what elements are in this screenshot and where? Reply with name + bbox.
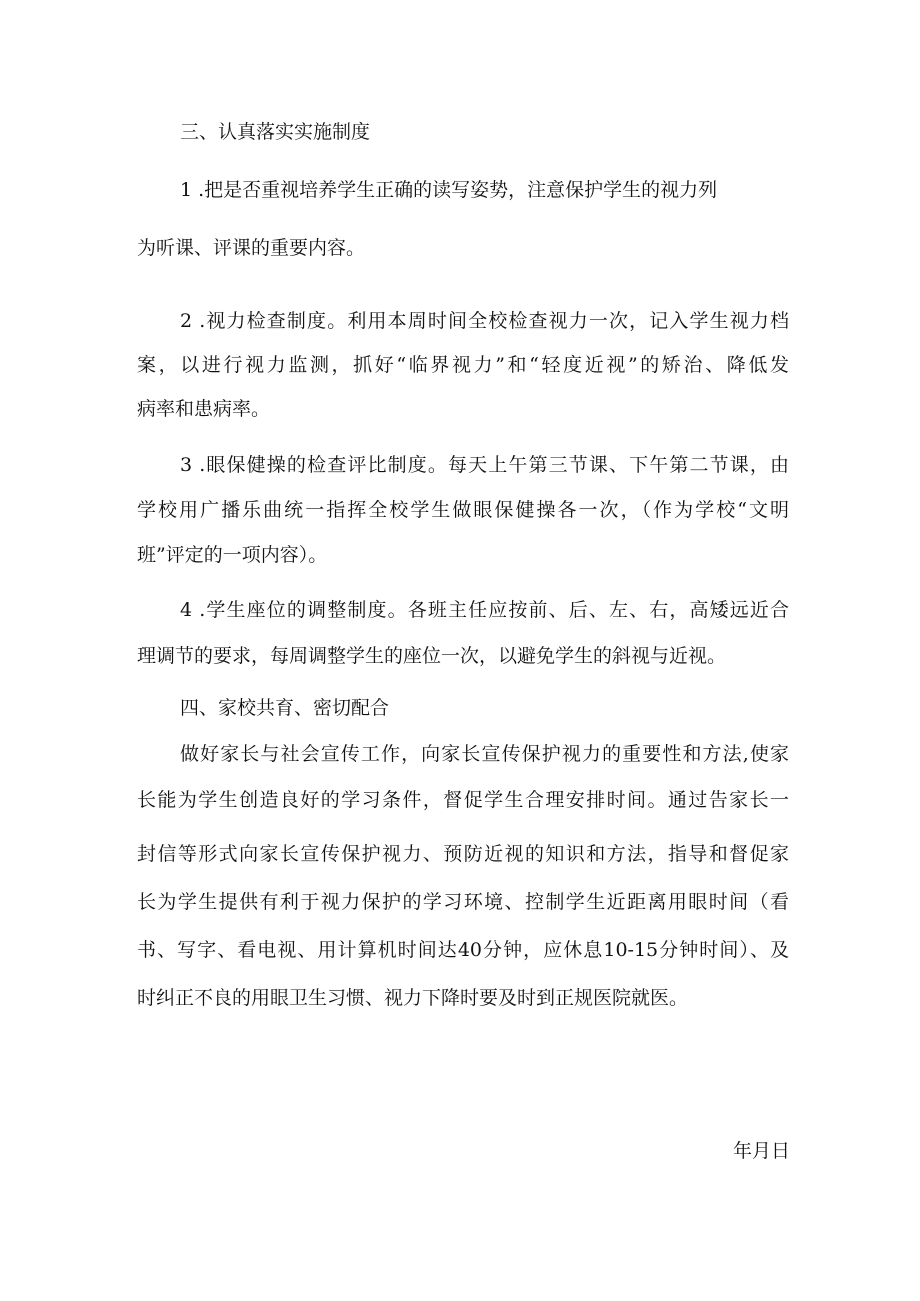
item-3-line-2: 学校用广播乐曲统一指挥全校学生做眼保健操各一次，（作为学校“文明 <box>137 499 789 521</box>
section-4-line-3: 封信等形式向家长宣传保护视力、预防近视的知识和方法，指导和督促家 <box>137 843 789 865</box>
item-4-line-1: 4 .学生座位的调整制度。各班主任应按前、后、左、右，高矮远近合 <box>180 599 789 621</box>
section-4-line-5: 书、写字、看电视、用计算机时间达40分钟，应休息10-15分钟时间）、及 <box>137 939 789 961</box>
item-2-line-2: 案，以进行视力监测，抓好“临界视力”和“轻度近视”的矫治、降低发 <box>137 354 789 376</box>
section-4-line-1: 做好家长与社会宣传工作，向家长宣传保护视力的重要性和方法,使家 <box>180 743 789 765</box>
section-4-line-2: 长能为学生创造良好的学习条件，督促学生合理安排时间。通过告家长一 <box>137 789 789 811</box>
item-3-line-1: 3 .眼保健操的检查评比制度。每天上午第三节课、下午第二节课，由 <box>180 454 789 476</box>
item-1-line-2: 为听课、评课的重要内容。 <box>137 237 366 259</box>
item-3-line-3: 班”评定的一项内容）。 <box>137 544 328 566</box>
section-4-heading: 四、家校共育、密切配合 <box>180 697 390 719</box>
date-line: 年月日 <box>732 1140 790 1162</box>
section-4-line-6: 时纠正不良的用眼卫生习惯、视力下降时要及时到正规医院就医。 <box>137 987 689 1009</box>
item-1-line-1: 1 .把是否重视培养学生正确的读写姿势，注意保护学生的视力列 <box>180 179 718 201</box>
item-2-line-3: 病率和患病率。 <box>137 398 271 420</box>
item-2-line-1: 2 .视力检查制度。利用本周时间全校检查视力一次，记入学生视力档 <box>180 310 789 332</box>
section-4-line-4: 长为学生提供有利于视力保护的学习环境、控制学生近距离用眼时间（看 <box>137 891 789 913</box>
section-3-heading: 三、认真落实实施制度 <box>180 121 371 143</box>
item-4-line-2: 理调节的要求，每周调整学生的座位一次，以避免学生的斜视与近视。 <box>137 645 727 667</box>
